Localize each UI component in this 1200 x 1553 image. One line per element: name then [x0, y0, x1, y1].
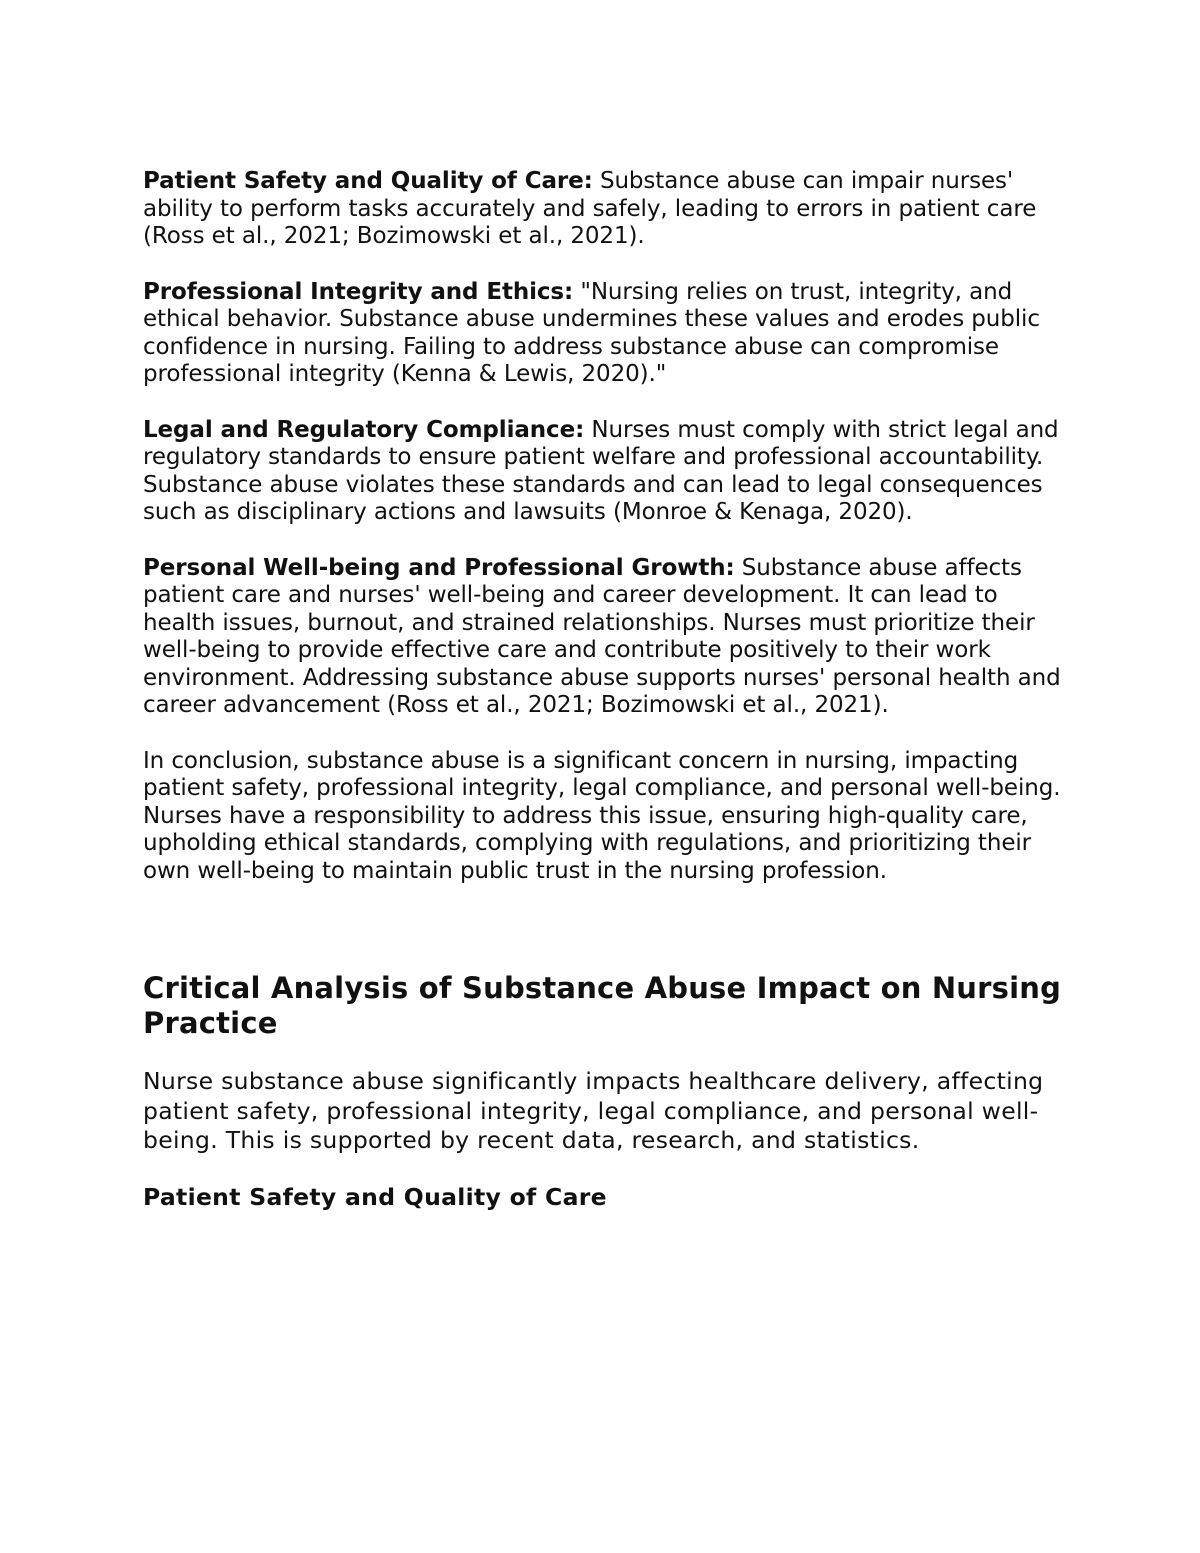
paragraph-label: Professional Integrity and Ethics: — [143, 278, 574, 305]
paragraph-patient-safety — [143, 168, 1073, 251]
document-body — [143, 168, 1073, 1212]
paragraph-legal-compliance — [143, 417, 1073, 527]
paragraph-text: Substance abuse affects patient care and nurses' well-being and career development. It can lead to health issues, burnout, and strained relationships. Nurses must prioritize their well-being to provide effective care and contribute positively to their work environment. Addressing substance abuse supports nurses' personal health and career advancement (Ross et al., 2021; Bozimowski et al., 2021). — [143, 554, 1061, 718]
paragraph-label: Personal Well-being and Professional Growth: — [143, 554, 735, 581]
section-subheading: Patient Safety and Quality of Care — [143, 1182, 607, 1211]
paragraph-intro: Nurse substance abuse significantly impacts healthcare delivery, affecting patient safety, professional integrity, legal compliance, and personal well-being. This is supported by recent data, research, and statistics. — [143, 1067, 1044, 1154]
paragraph-personal-wellbeing — [143, 555, 1073, 720]
paragraph-text: "Nursing relies on trust, integrity, and ethical behavior. Substance abuse undermines these values and erodes public confidence in nursing. Failing to address substance abuse can compromise professional integrity (Kenna & Lewis, 2020)." — [143, 278, 1040, 387]
paragraph-text: Nurses must comply with strict legal and regulatory standards to ensure patient welfare and professional accountability. Substance abuse violates these standards and can lead to legal consequences such as disciplinary actions and lawsuits (Monroe & Kenaga, 2020). — [143, 416, 1059, 525]
paragraph-text: Substance abuse can impair nurses' ability to perform tasks accurately and safely, leading to errors in patient care (Ross et al., 2021; Bozimowski et al., 2021). — [143, 168, 1037, 249]
paragraph-label: Legal and Regulatory Compliance: — [143, 416, 585, 443]
section-heading: Critical Analysis of Substance Abuse Impact on Nursing Practice — [143, 971, 1062, 1040]
paragraph-professional-integrity — [143, 279, 1073, 389]
paragraph-label: Patient Safety and Quality of Care: — [143, 168, 593, 194]
paragraph-conclusion: In conclusion, substance abuse is a significant concern in nursing, impacting patient safety, professional integrity, legal compliance, and personal well-being. Nurses have a responsibility to address this issue, ensuring high-quality care, upholding ethical standards, complying with regulations, and prioritizing their own well-being to maintain public trust in the nursing profession. — [143, 747, 1061, 884]
